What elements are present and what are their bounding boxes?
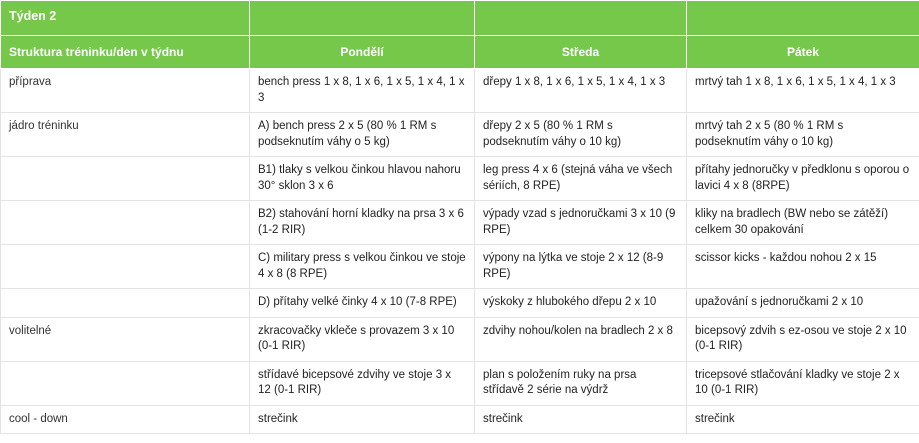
cell-wednesday: výpony na lýtka ve stoje 2 x 12 (8-9 RPE) [475, 245, 687, 289]
table-row [1, 317, 919, 361]
cell-friday: scissor kicks - každou nohou 2 x 15 [687, 245, 919, 289]
cell-friday: kliky na bradlech (BW nebo se zátěží) celkem 30 opakování [687, 201, 919, 245]
row-label [1, 289, 250, 318]
column-header-wednesday: Středa [475, 36, 687, 69]
column-header-friday: Pátek [687, 36, 919, 69]
column-header-monday: Pondělí [250, 36, 475, 69]
cell-monday: střídavé bicepsové zdvihy ve stoje 3 x 12 (0-1 RIR) [250, 361, 475, 405]
cell-monday: B1) tlaky s velkou činkou hlavou nahoru 30° sklon 3 x 6 [250, 157, 475, 201]
cell-monday: D) přítahy velké činky 4 x 10 (7-8 RPE) [250, 289, 475, 318]
cell-wednesday: výskoky z hlubokého dřepu 2 x 10 [475, 289, 687, 318]
cell-wednesday: zdvihy nohou/kolen na bradlech 2 x 8 [475, 317, 687, 361]
cell-wednesday: leg press 4 x 6 (stejná váha ve všech sériích, 8 RPE) [475, 157, 687, 201]
cell-wednesday: výpady vzad s jednoručkami 3 x 10 (9 RPE) [475, 201, 687, 245]
cell-friday: upažování s jednoručkami 2 x 10 [687, 289, 919, 318]
table-body [1, 1, 919, 434]
cell-friday: přítahy jednoručky v předklonu s oporou o lavici 4 x 8 (8RPE) [687, 157, 919, 201]
cell-monday: B2) stahování horní kladky na prsa 3 x 6 (1-2 RIR) [250, 201, 475, 245]
cell-friday: strečink [687, 405, 919, 434]
row-label: jádro tréninku [1, 113, 250, 157]
cell-monday: bench press 1 x 8, 1 x 6, 1 x 5, 1 x 4, 1 x 3 [250, 69, 475, 113]
row-label [1, 361, 250, 405]
table-title-row [1, 1, 919, 36]
cell-monday: strečink [250, 405, 475, 434]
cell-friday: mrtvý tah 2 x 5 (80 % 1 RM s podseknutím váhy o 10 kg) [687, 113, 919, 157]
table-row [1, 113, 919, 157]
title-filler-1 [250, 1, 475, 36]
table-row [1, 361, 919, 405]
table-row [1, 289, 919, 318]
title-filler-3 [687, 1, 919, 36]
cell-monday: zkracovačky vkleče s provazem 3 x 10 (0-1 RIR) [250, 317, 475, 361]
cell-wednesday: dřepy 1 x 8, 1 x 6, 1 x 5, 1 x 4, 1 x 3 [475, 69, 687, 113]
row-label: cool - down [1, 405, 250, 434]
row-label [1, 201, 250, 245]
column-header-structure: Struktura tréninku/den v týdnu [1, 36, 250, 69]
cell-friday: bicepsový zdvih s ez-osou ve stoje 2 x 10 (0-1 RIR) [687, 317, 919, 361]
row-label: příprava [1, 69, 250, 113]
row-label [1, 157, 250, 201]
cell-friday: mrtvý tah 1 x 8, 1 x 6, 1 x 5, 1 x 4, 1 x 3 [687, 69, 919, 113]
table-row [1, 69, 919, 113]
cell-friday: tricepsové stlačování kladky ve stoje 2 x 10 (0-1 RIR) [687, 361, 919, 405]
cell-wednesday: strečink [475, 405, 687, 434]
cell-wednesday: dřepy 2 x 5 (80 % 1 RM s podseknutím váhy o 10 kg) [475, 113, 687, 157]
table-title: Týden 2 [1, 1, 250, 36]
table-row [1, 405, 919, 434]
table-row [1, 201, 919, 245]
cell-monday: A) bench press 2 x 5 (80 % 1 RM s podseknutím váhy o 5 kg) [250, 113, 475, 157]
row-label [1, 245, 250, 289]
cell-wednesday: plan s položením ruky na prsa střídavě 2 série na výdrž [475, 361, 687, 405]
cell-monday: C) military press s velkou činkou ve stoje 4 x 8 (8 RPE) [250, 245, 475, 289]
row-label: volitelné [1, 317, 250, 361]
table-row [1, 157, 919, 201]
table-header-row [1, 36, 919, 69]
title-filler-2 [475, 1, 687, 36]
table-row [1, 245, 919, 289]
